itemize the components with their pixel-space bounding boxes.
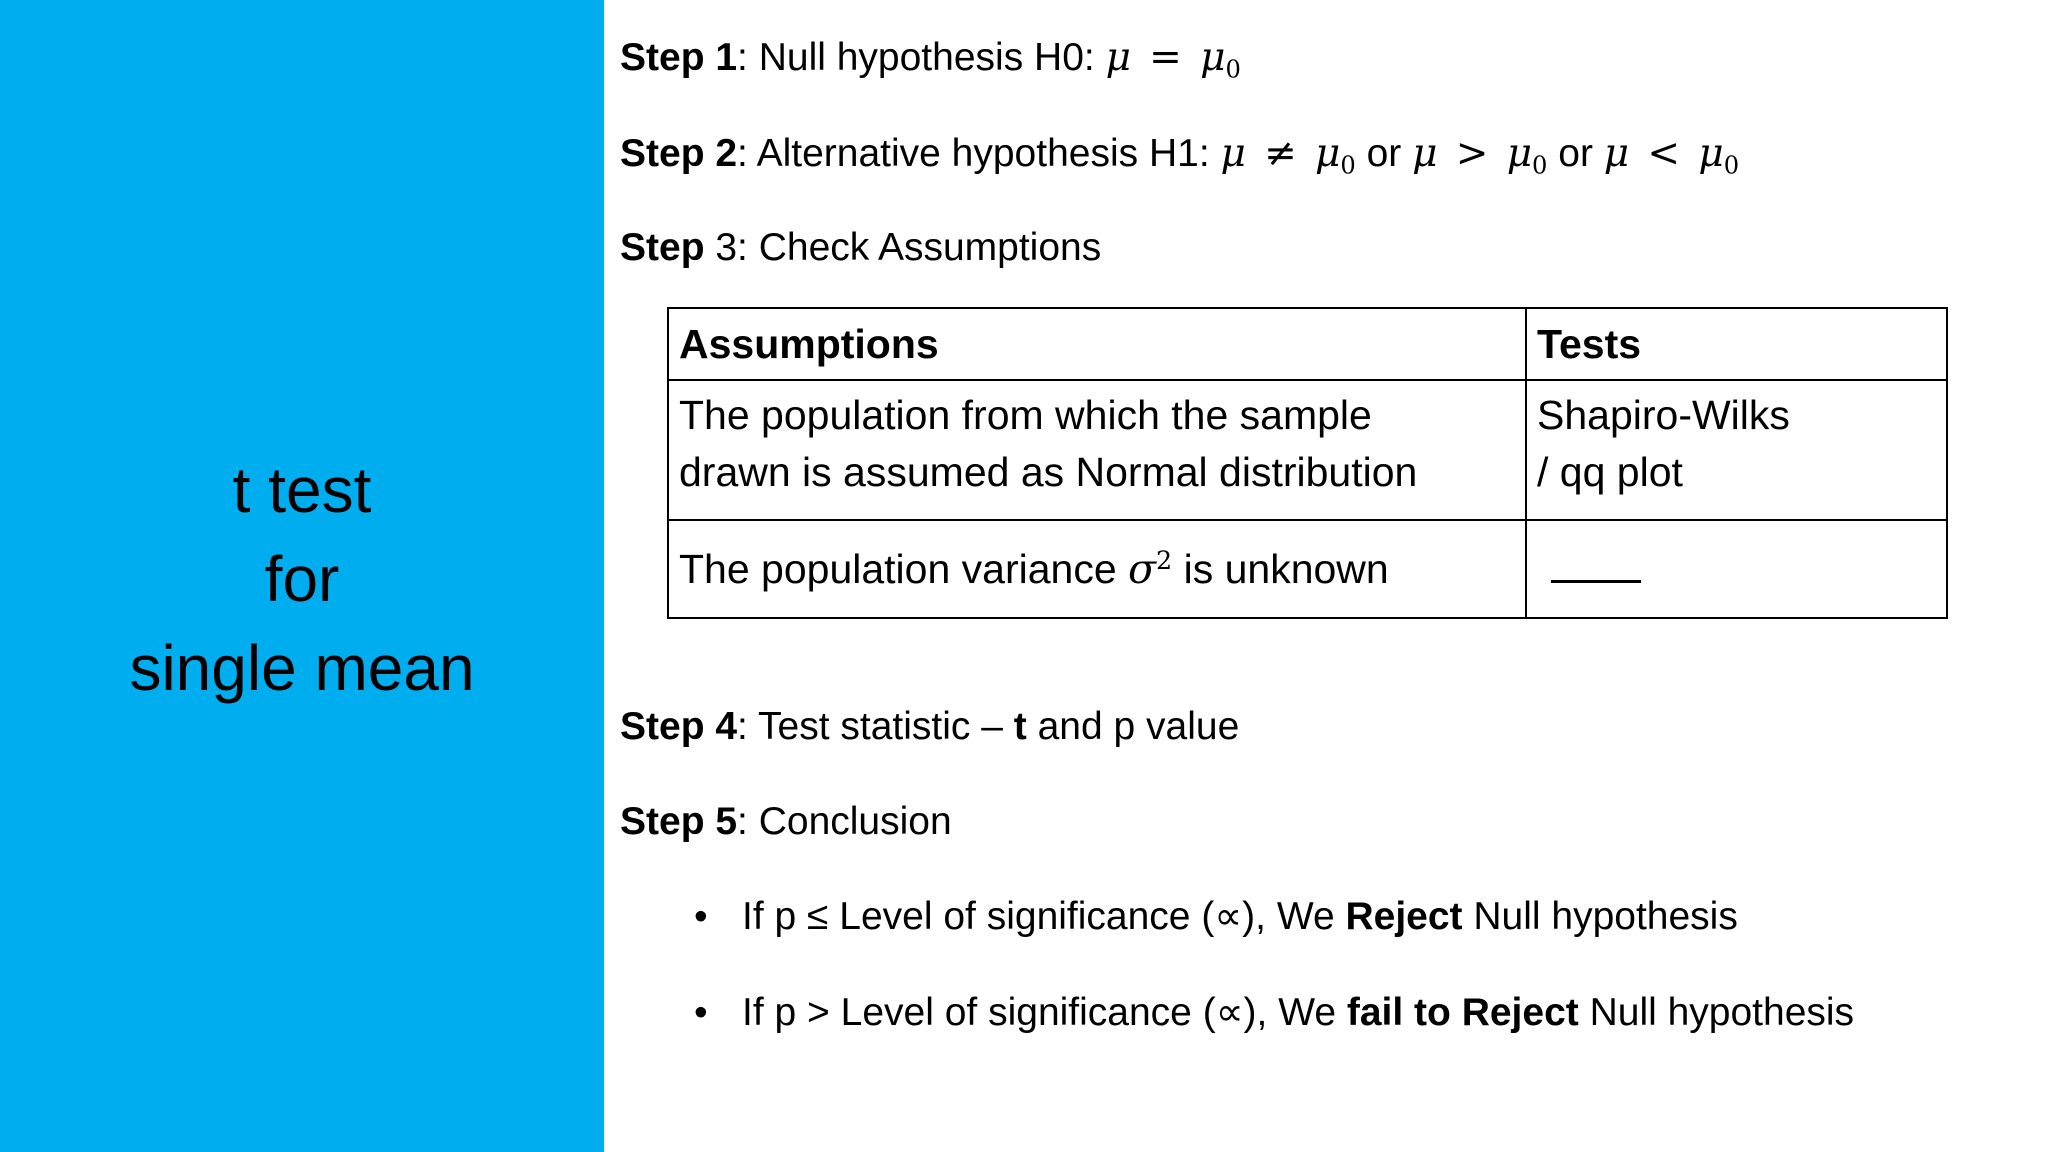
step-separator: :: [737, 132, 757, 175]
test-cell: [1526, 520, 1947, 618]
step-text: 3: Check Assumptions: [704, 226, 1102, 269]
null-hypothesis-formula: [1105, 35, 1241, 84]
alt-hypothesis-formula-ne: [1220, 131, 1356, 180]
bullet-text: Level of significance (∝), We: [828, 895, 1346, 938]
sidebar-panel: [0, 0, 604, 1152]
step-label: Step 2: [620, 132, 738, 175]
header-tests: Tests: [1526, 308, 1947, 380]
table-row: [668, 520, 1947, 618]
table-row: [668, 380, 1947, 520]
step-label: Step 4: [620, 705, 738, 748]
sigma-squared: [1128, 545, 1172, 593]
subscript-zero: 0: [1340, 151, 1356, 180]
step-text: : Test statistic –: [737, 705, 1014, 748]
bullet-text: If p: [742, 991, 808, 1034]
mu-symbol: μ: [1603, 131, 1630, 176]
cell-text: The population variance: [679, 546, 1129, 592]
mu0-symbol: μ: [1200, 35, 1226, 80]
equals-symbol: =: [1149, 35, 1182, 80]
bullet-icon: •: [694, 991, 708, 1034]
step-text: Null hypothesis H0:: [758, 36, 1106, 79]
subscript-zero: 0: [1225, 55, 1241, 84]
bullet-text: Level of significance (∝), We: [829, 991, 1347, 1034]
assumptions-table: [667, 307, 1948, 619]
blank-line: [1551, 580, 1641, 583]
header-assumptions: Assumptions: [668, 308, 1526, 380]
superscript-two: 2: [1156, 545, 1173, 576]
bullet-text: Null hypothesis: [1462, 895, 1738, 938]
step-5: [620, 797, 952, 847]
step-4: [620, 702, 1239, 752]
title-line: t test: [232, 454, 372, 526]
mu0-symbol: μ: [1698, 131, 1724, 176]
mu-symbol: μ: [1105, 35, 1131, 80]
cell-line: / qq plot: [1537, 449, 1683, 495]
test-cell: [1526, 380, 1947, 520]
step-2: [620, 129, 1739, 179]
bullet-icon: •: [694, 895, 708, 938]
step-separator: :: [737, 36, 759, 79]
bullet-text: If p: [742, 895, 808, 938]
conclusion-bullet-fail-to-reject: [694, 988, 1854, 1038]
mu0-symbol: μ: [1506, 131, 1533, 176]
bullet-text: Null hypothesis: [1578, 991, 1855, 1034]
not-equal-symbol: ≠: [1264, 131, 1297, 176]
conclusion-bullet-reject: [694, 892, 1738, 942]
step-label: Step: [620, 226, 705, 269]
assumption-cell: [668, 380, 1526, 520]
or-text: or: [1355, 132, 1413, 175]
cell-line: The population from which the sample: [679, 392, 1372, 438]
assumption-cell: [668, 520, 1526, 618]
less-than-symbol: <: [1647, 131, 1681, 176]
cell-line: Shapiro-Wilks: [1537, 392, 1790, 438]
cell-line: drawn is assumed as Normal distribution: [679, 449, 1418, 495]
subscript-zero: 0: [1532, 151, 1548, 180]
step-label: Step 5: [620, 800, 738, 843]
alt-hypothesis-formula-lt: [1603, 131, 1740, 180]
slide-title: [0, 446, 604, 713]
greater-than-symbol: >: [1455, 131, 1489, 176]
alt-hypothesis-formula-gt: [1412, 131, 1548, 180]
step-1: [620, 33, 1241, 83]
bullet-emphasis: Reject: [1345, 895, 1463, 938]
t-statistic: t: [1013, 705, 1027, 748]
step-label: Step 1: [620, 36, 738, 79]
title-line: for: [264, 543, 340, 615]
step-text: : Conclusion: [737, 800, 952, 843]
step-text: Alternative hypothesis H1:: [756, 132, 1221, 175]
subscript-zero: 0: [1723, 151, 1740, 180]
table-header-row: [668, 308, 1947, 380]
step-3: [620, 223, 1101, 273]
title-line: single mean: [129, 632, 475, 704]
or-text: or: [1547, 132, 1604, 175]
mu-symbol: μ: [1220, 131, 1246, 176]
mu-symbol: μ: [1412, 131, 1438, 176]
step-text: and p value: [1026, 705, 1240, 748]
mu0-symbol: μ: [1315, 131, 1341, 176]
bullet-emphasis: fail to Reject: [1346, 991, 1579, 1034]
greater-than-symbol: >: [807, 991, 830, 1034]
less-equal-symbol: ≤: [807, 895, 829, 938]
cell-text: is unknown: [1172, 546, 1389, 592]
sigma-symbol: σ: [1128, 545, 1157, 593]
